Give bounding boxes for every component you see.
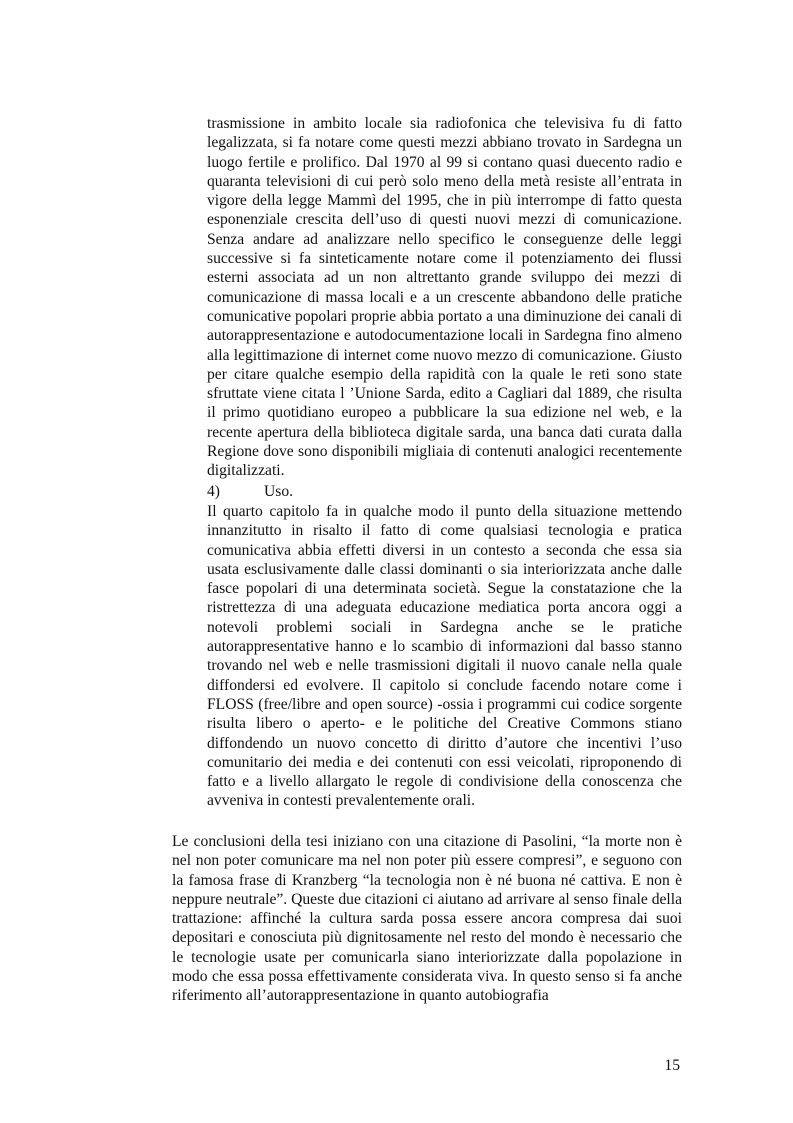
page-number: 15	[664, 1057, 680, 1074]
body-paragraph-media-history: trasmissione in ambito locale sia radiofonica che televisiva fu di fatto legalizzata, si fa notare come questi mezzi abbiano trovato in Sardegna un luogo fertile e prolifico. Dal 1970 al 99 si contano quasi duecento radio e quaranta televisioni di cui però solo meno della metà resiste all’entrata in vigore della legge Mammì del 1995, che in più interrompe di fatto questa esponenziale crescita dell’uso di questi nuovi mezzi di comunicazione. Senza andare ad analizzare nello specifico le conseguenze delle leggi successive si fa sinteticamente notare come il potenziamento dei flussi esterni associata ad un non altrettanto grande sviluppo dei mezzi di comunicazione di massa locali e a un crescente abbandono delle pratiche comunicative popolari proprie abbia portato a una diminuzione dei canali di autorappresentazione e autodocumentazione locali in Sardegna fino almeno alla legittimazione di internet come nuovo mezzo di comunicazione. Giusto per citare qualche esempio della rapidità con la quale le reti sono state sfruttate viene citata l ’Unione Sarda, edito a Cagliari dal 1889, che risulta il primo quotidiano europeo a pubblicare la sua edizione nel web, e la recente apertura della biblioteca digitale sarda, una banca dati curata dalla Regione dove sono disponibili migliaia di contenuti analogici recentemente digitalizzati.	[207, 115, 682, 480]
list-item-number: 4)	[207, 483, 220, 500]
body-paragraph-conclusions: Le conclusioni della tesi iniziano con una citazione di Pasolini, “la morte non è nel non poter comunicare ma nel non poter più essere compresi”, e seguono con la famosa frase di Kranzberg “la tecnologia non è né buona né cattiva. E non è neppure neutrale”. Queste due citazioni ci aiutano ad arrivare al senso finale della trattazione: affinché la cultura sarda possa essere ancora compresa dai suoi depositari e conosciuta più dignitosamente nel resto del mondo è necessario che le tecnologie usate per comunicarla siano interiorizzate dalla popolazione in modo che essa possa effettivamente considerata viva. In questo senso si fa anche riferimento all’autorappresentazione in quanto autobiografia	[172, 833, 682, 1005]
chapter-list-item-4	[207, 482, 293, 501]
body-paragraph-chapter-4-summary: Il quarto capitolo fa in qualche modo il punto della situazione mettendo innanzitutto in risalto il fatto di come qualsiasi tecnologia e pratica comunicativa abbia effetti diversi in un contesto a seconda che essa sia usata esclusivamente dalle classi dominanti o sia interiorizzata anche dalle fasce popolari di una determinata società. Segue la constatazione che la ristrettezza di una adeguata educazione mediatica porta ancora oggi a notevoli problemi sociali in Sardegna anche se le pratiche autorappresentative hanno e lo scambio di informazioni dal basso stanno trovando nel web e nelle trasmissioni digitali il nuovo canale nella quale diffondersi ed evolvere. Il capitolo si conclude facendo notare come i FLOSS (free/libre and open source) -ossia i programmi cui codice sorgente risulta libero o aperto- e le politiche del Creative Commons stiano diffondendo un nuovo concetto di diritto d’autore che incentivi l’uso comunitario dei media e dei contenuti con essi veicolati, riproponendo di fatto e a livello allargato le regole di condivisione della conoscenza che avveniva in contesti prevalentemente orali.	[207, 503, 682, 810]
list-item-title: Uso.	[264, 483, 294, 500]
